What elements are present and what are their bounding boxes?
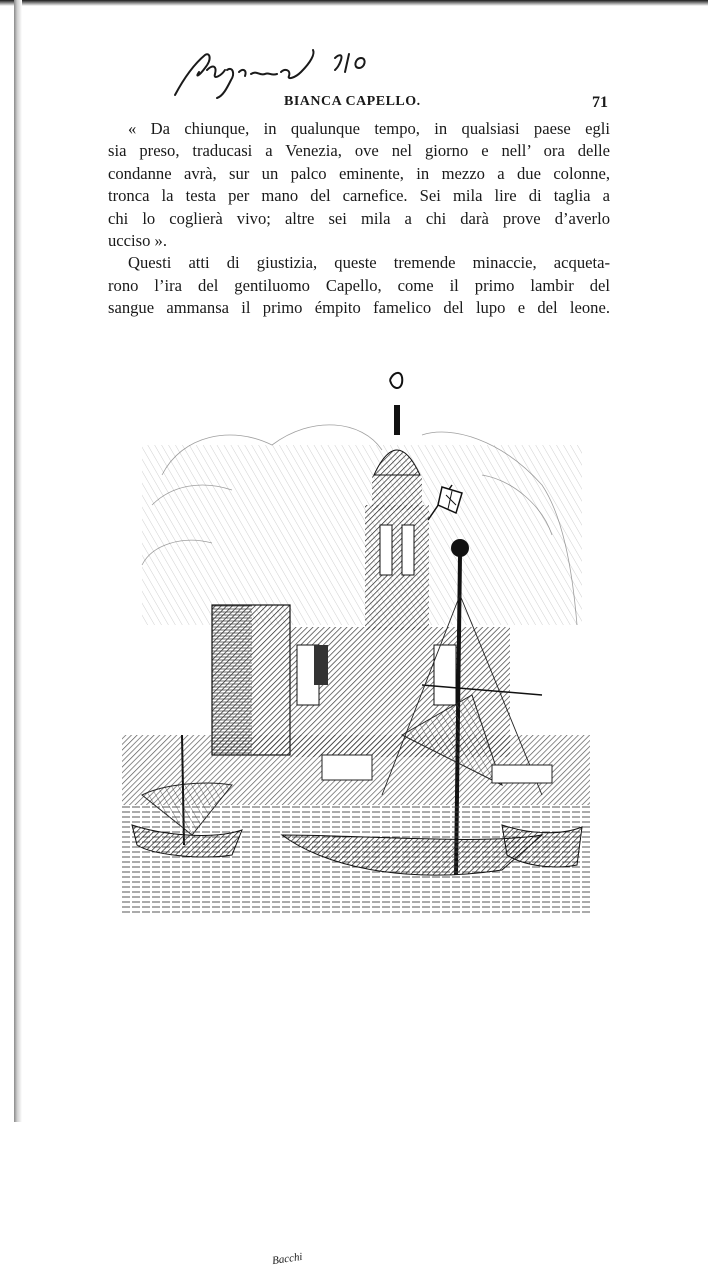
text-line: Questi atti di giustizia, queste tremende minaccie, acqueta- <box>128 253 610 273</box>
engraver-signature: Bacchi <box>271 1250 304 1267</box>
running-title: BIANCA CAPELLO. <box>284 94 421 109</box>
handwritten-annotation <box>165 40 395 100</box>
running-head <box>108 94 608 116</box>
harbor-cathedral-engraving <box>122 365 590 930</box>
page-binding-edge <box>14 0 22 1122</box>
text-line: rono l’ira del gentiluomo Capello, come il primo lambir del <box>108 275 610 295</box>
text-line: sia preso, traducasi a Venezia, ove nel giorno e nell’ ora delle <box>108 141 610 161</box>
text-line: sangue ammansa il primo émpito famelico del lupo e del leone. <box>108 298 610 318</box>
body-text <box>108 118 610 320</box>
text-line: condanne avrà, sur un palco eminente, in mezzo a due colonne, <box>108 163 610 183</box>
text-line: « Da chiunque, in qualunque tempo, in qualsiasi paese egli <box>128 119 610 138</box>
page-number: 71 <box>592 94 608 111</box>
text-line: chi lo coglierà vivo; altre sei mila a chi darà prove d’averlo <box>108 208 610 228</box>
page-top-edge <box>0 0 708 6</box>
text-line: ucciso ». <box>108 231 167 251</box>
text-line: tronca la testa per mano del carnefice. Sei mila lire di taglia a <box>108 186 610 206</box>
engraving-illustration <box>122 365 590 1267</box>
handwritten-annotation-drawing <box>165 40 395 100</box>
